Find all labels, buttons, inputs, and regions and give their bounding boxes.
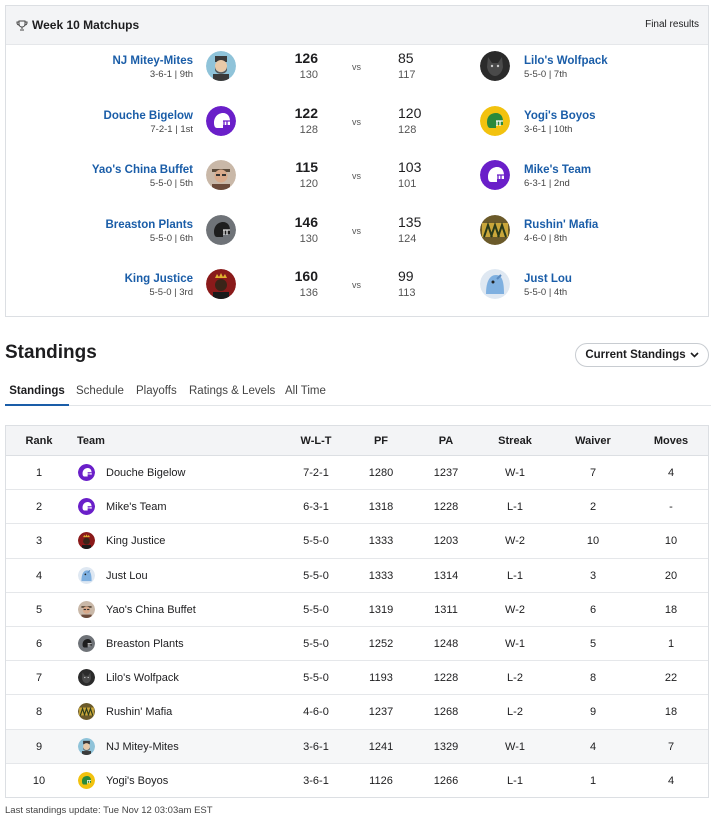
col-wlt[interactable]: W-L-T <box>300 435 332 447</box>
matchup-left-record: 5-5-0 | 5th <box>149 178 193 189</box>
matchup-right-team-name[interactable]: Rushin' Mafia <box>524 218 599 231</box>
row-team-name[interactable]: Breaston Plants <box>106 637 184 650</box>
row-pa: 1314 <box>433 569 459 582</box>
row-team-name[interactable]: Lilo's Wolfpack <box>106 672 179 685</box>
row-streak: L-1 <box>507 569 523 582</box>
matchup-row[interactable] <box>6 212 710 266</box>
row-waiver: 3 <box>589 569 597 582</box>
matchup-right-avatar[interactable] <box>480 51 510 81</box>
table-row <box>6 627 708 661</box>
row-rank: 9 <box>35 740 43 753</box>
tab-all-time[interactable]: All Time <box>285 385 326 397</box>
row-streak: L-2 <box>507 672 523 685</box>
row-pf: 1241 <box>368 740 394 753</box>
row-streak: W-2 <box>505 535 525 548</box>
row-rank: 10 <box>32 774 46 787</box>
table-body <box>6 456 708 798</box>
row-waiver: 4 <box>589 740 597 753</box>
vs-label: vs <box>352 62 361 72</box>
matchup-left-projected: 130 <box>299 232 318 245</box>
matchup-right-projected: 113 <box>398 287 416 299</box>
row-pf: 1126 <box>369 774 393 787</box>
row-pf: 1237 <box>368 706 394 719</box>
row-pa: 1228 <box>433 672 459 685</box>
matchups-status: Final results <box>645 19 699 30</box>
matchup-right-record: 3-6-1 | 10th <box>524 123 573 135</box>
row-pa: 1228 <box>433 501 459 514</box>
matchup-left-record: 5-5-0 | 6th <box>149 232 193 244</box>
table-row <box>6 730 708 764</box>
matchup-left-score: 126 <box>294 50 318 66</box>
standings-table <box>5 425 709 798</box>
matchup-left-record: 3-6-1 | 9th <box>149 69 193 80</box>
matchup-right-team-name[interactable]: Mike's Team <box>524 164 592 176</box>
matchup-right-score: 120 <box>398 104 422 121</box>
row-moves: 7 <box>667 740 675 753</box>
row-team-avatar[interactable] <box>78 601 95 618</box>
table-row <box>6 593 708 627</box>
matchup-left-team-name[interactable]: King Justice <box>124 273 193 285</box>
row-moves: 18 <box>664 706 678 719</box>
row-pa: 1266 <box>433 774 459 787</box>
matchup-right-projected: 124 <box>398 232 417 245</box>
row-rank: 7 <box>35 672 43 685</box>
row-team-name[interactable]: King Justice <box>106 535 166 548</box>
matchup-right-record: 6-3-1 | 2nd <box>524 178 570 189</box>
matchups-title: Week 10 Matchups <box>16 18 139 32</box>
row-moves: - <box>669 501 673 514</box>
row-moves: 18 <box>664 603 678 616</box>
row-team-name[interactable]: Yogi's Boyos <box>106 774 169 787</box>
col-rank[interactable]: Rank <box>25 435 53 447</box>
row-streak: W-1 <box>505 637 525 650</box>
row-team-name[interactable]: Yao's China Buffet <box>106 603 196 616</box>
col-waiver[interactable]: Waiver <box>575 435 611 447</box>
matchup-right-score: 135 <box>398 213 422 230</box>
row-waiver: 7 <box>589 467 597 479</box>
row-rank: 4 <box>35 569 43 582</box>
matchup-right-record: 4-6-0 | 8th <box>524 232 568 244</box>
row-pa: 1248 <box>433 637 459 650</box>
matchup-right-projected: 117 <box>398 69 416 81</box>
row-streak: W-1 <box>505 740 525 753</box>
row-streak: L-1 <box>507 501 523 514</box>
row-waiver: 1 <box>589 774 597 787</box>
matchup-left-record: 7-2-1 | 1st <box>150 123 193 135</box>
row-team-avatar[interactable] <box>78 738 95 755</box>
col-team[interactable]: Team <box>77 435 105 447</box>
row-pf: 1318 <box>368 501 394 514</box>
matchup-right-projected: 128 <box>398 123 417 136</box>
row-team-name[interactable]: NJ Mitey-Mites <box>106 740 179 753</box>
row-moves: 20 <box>664 569 678 582</box>
vs-label: vs <box>352 280 361 290</box>
row-waiver: 9 <box>589 706 597 719</box>
row-waiver: 8 <box>589 672 597 685</box>
row-streak: W-1 <box>505 467 525 479</box>
tab-playoffs[interactable]: Playoffs <box>136 385 177 397</box>
matchup-right-score: 103 <box>398 159 422 175</box>
matchup-right-team-name[interactable]: Yogi's Boyos <box>524 109 596 122</box>
standings-title: Standings <box>5 342 97 363</box>
row-team-name[interactable]: Mike's Team <box>106 501 167 514</box>
row-wlt: 5-5-0 <box>303 569 329 582</box>
vs-label: vs <box>352 171 361 181</box>
standings-dropdown[interactable] <box>575 343 709 367</box>
col-streak[interactable]: Streak <box>498 435 532 447</box>
row-streak: L-1 <box>507 774 523 787</box>
row-team-avatar[interactable] <box>78 703 95 720</box>
matchup-right-avatar[interactable] <box>480 215 510 245</box>
matchup-left-projected: 128 <box>299 123 318 136</box>
row-streak: L-2 <box>507 706 523 719</box>
matchup-left-score: 122 <box>294 104 318 121</box>
row-streak: W-2 <box>505 603 525 616</box>
matchup-right-record: 5-5-0 | 7th <box>524 69 568 80</box>
row-wlt: 5-5-0 <box>303 672 329 685</box>
row-pa: 1311 <box>434 603 458 616</box>
row-wlt: 3-6-1 <box>303 740 329 753</box>
matchup-left-team-name[interactable]: Yao's China Buffet <box>91 164 193 176</box>
row-moves: 4 <box>667 774 675 787</box>
row-rank: 1 <box>35 467 43 479</box>
table-row <box>6 490 708 524</box>
matchups-header <box>6 6 708 45</box>
table-row <box>6 524 708 558</box>
row-team-avatar[interactable] <box>78 635 95 652</box>
matchups-card <box>5 5 709 317</box>
matchup-row[interactable] <box>6 103 710 157</box>
row-pf: 1319 <box>368 603 394 616</box>
matchup-left-score: 115 <box>295 159 318 175</box>
matchup-row[interactable] <box>6 157 710 211</box>
standings-dropdown-label: Current Standings <box>585 349 686 361</box>
matchup-left-score: 160 <box>294 268 318 284</box>
matchup-row[interactable] <box>6 48 710 102</box>
row-pf: 1333 <box>368 535 394 548</box>
table-row <box>6 661 708 695</box>
table-row <box>6 456 708 490</box>
matchup-left-avatar[interactable] <box>206 106 236 136</box>
matchup-left-team-name[interactable]: Douche Bigelow <box>103 109 193 122</box>
row-wlt: 4-6-0 <box>303 706 329 719</box>
row-team-avatar[interactable] <box>78 464 95 481</box>
row-team-avatar[interactable] <box>78 669 95 686</box>
vs-label: vs <box>352 225 361 236</box>
row-pa: 1329 <box>433 740 459 753</box>
row-rank: 8 <box>35 706 43 719</box>
table-header <box>6 426 708 456</box>
standings-tabs <box>5 376 711 406</box>
row-team-avatar[interactable] <box>78 532 95 549</box>
matchup-row[interactable] <box>6 266 710 320</box>
row-pa: 1203 <box>433 535 459 548</box>
row-team-avatar[interactable] <box>78 567 95 584</box>
matchup-right-score: 85 <box>398 50 414 66</box>
row-team-name[interactable]: Rushin' Mafia <box>106 706 173 719</box>
table-row <box>6 695 708 729</box>
matchup-left-projected: 136 <box>299 287 318 299</box>
row-wlt: 7-2-1 <box>303 467 329 479</box>
row-moves: 4 <box>667 467 675 479</box>
row-wlt: 6-3-1 <box>303 501 329 514</box>
matchup-left-team-name[interactable]: NJ Mitey-Mites <box>112 55 193 67</box>
table-row <box>6 559 708 593</box>
tab-ratings-levels[interactable]: Ratings & Levels <box>189 385 276 397</box>
row-waiver: 6 <box>589 603 597 616</box>
matchup-left-score: 146 <box>294 213 318 230</box>
row-team-name[interactable]: Just Lou <box>106 569 148 582</box>
matchup-right-team-name[interactable]: Just Lou <box>524 273 572 285</box>
matchup-right-avatar[interactable] <box>480 106 510 136</box>
row-pf: 1252 <box>368 637 394 650</box>
matchup-right-team-name[interactable]: Lilo's Wolfpack <box>524 55 608 67</box>
row-wlt: 3-6-1 <box>303 774 329 787</box>
col-moves[interactable]: Moves <box>653 435 689 447</box>
row-team-avatar[interactable] <box>78 772 95 789</box>
table-row <box>6 764 708 798</box>
matchup-right-avatar[interactable] <box>480 160 510 190</box>
matchup-right-avatar[interactable] <box>480 269 510 299</box>
row-rank: 2 <box>35 501 43 514</box>
matchup-left-avatar[interactable] <box>206 51 236 81</box>
row-wlt: 5-5-0 <box>303 535 329 548</box>
row-pf: 1193 <box>369 672 393 685</box>
row-waiver: 5 <box>589 637 597 650</box>
matchup-left-avatar[interactable] <box>206 215 236 245</box>
row-moves: 1 <box>667 637 675 650</box>
row-wlt: 5-5-0 <box>303 637 329 650</box>
row-wlt: 5-5-0 <box>303 603 329 616</box>
row-pa: 1268 <box>433 706 459 719</box>
matchup-left-team-name[interactable]: Breaston Plants <box>105 218 193 231</box>
row-moves: 10 <box>664 535 678 548</box>
row-rank: 3 <box>35 535 43 548</box>
row-pa: 1237 <box>433 467 459 479</box>
matchup-left-record: 5-5-0 | 3rd <box>149 287 193 298</box>
row-waiver: 10 <box>586 535 600 548</box>
matchup-right-record: 5-5-0 | 4th <box>524 287 568 298</box>
matchup-right-score: 99 <box>398 268 414 284</box>
matchup-right-projected: 101 <box>398 178 417 190</box>
row-moves: 22 <box>664 672 678 685</box>
tab-standings[interactable]: Standings <box>5 376 69 406</box>
col-pa[interactable]: PA <box>438 435 454 447</box>
matchup-left-projected: 120 <box>299 178 318 190</box>
row-rank: 5 <box>35 603 43 616</box>
trophy-icon <box>16 20 28 31</box>
last-update-note: Last standings update: Tue Nov 12 03:03am EST <box>5 805 213 816</box>
matchup-left-avatar[interactable] <box>206 269 236 299</box>
chevron-down-icon <box>690 350 699 360</box>
row-waiver: 2 <box>589 501 597 514</box>
matchup-left-avatar[interactable] <box>206 160 236 190</box>
row-team-avatar[interactable] <box>78 498 95 515</box>
tab-schedule[interactable]: Schedule <box>76 385 124 397</box>
col-pf[interactable]: PF <box>373 435 389 447</box>
row-team-name[interactable]: Douche Bigelow <box>106 467 186 479</box>
row-pf: 1333 <box>368 569 394 582</box>
matchup-left-projected: 130 <box>299 69 318 81</box>
row-pf: 1280 <box>368 467 394 479</box>
row-rank: 6 <box>35 637 43 650</box>
vs-label: vs <box>352 116 361 127</box>
